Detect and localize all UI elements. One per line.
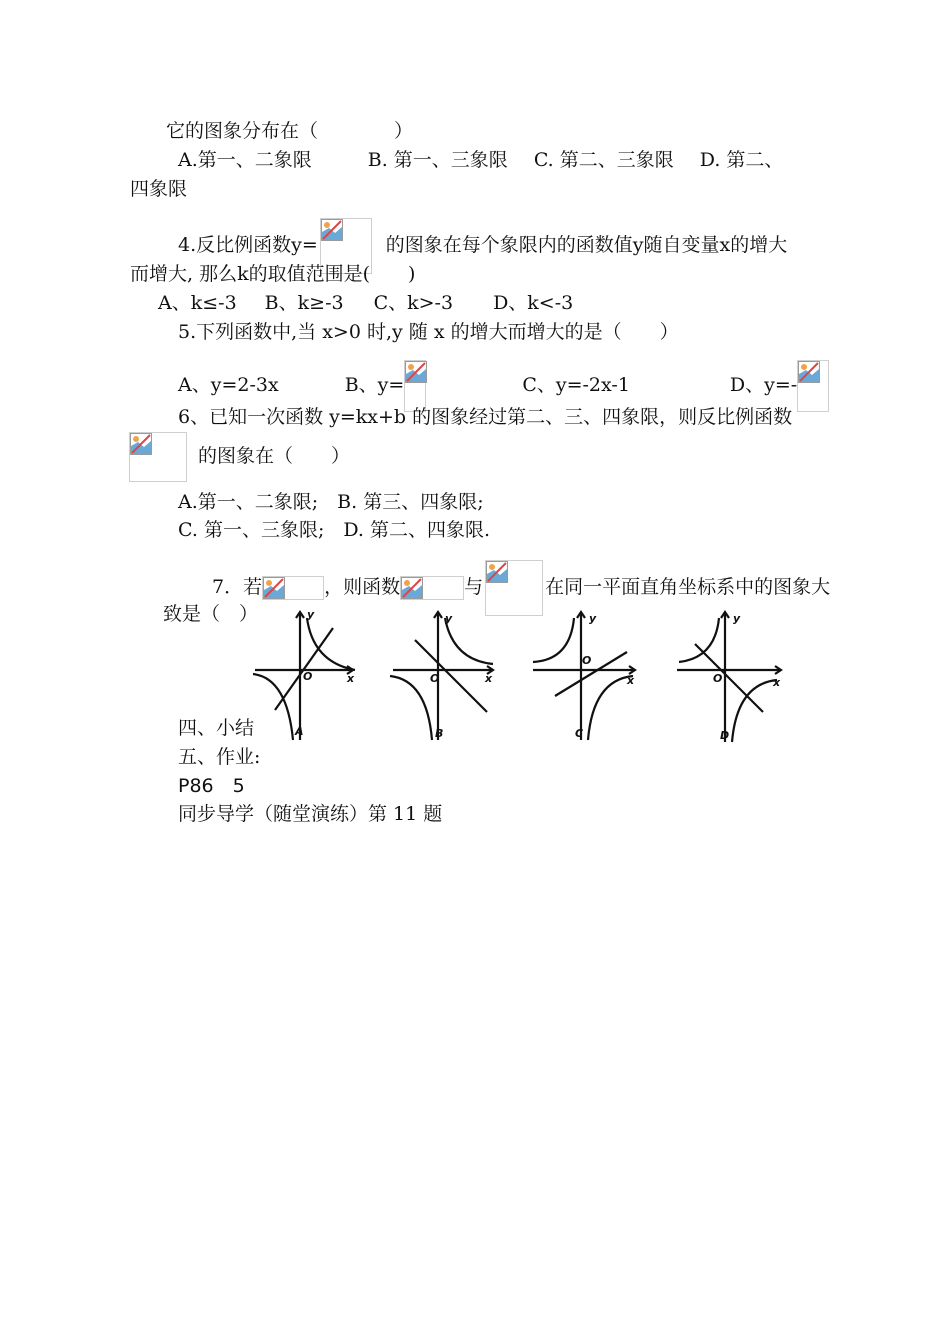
option-c: C、y=-2x-1 [522,374,630,396]
option-a: A.第一、二象限 [178,149,312,171]
formula-image [129,432,187,482]
question-7-stem-cont: 致是（ ） [163,603,259,625]
answer-graphs [225,600,795,750]
graph-label-a: A [295,725,304,738]
question-6-stem-cont: 的图象在（ ） [198,445,351,467]
question-4-options [158,291,573,315]
x-axis-label: x [347,672,355,685]
question-3-option-d-cont: 四象限 [130,178,188,200]
option-d: D. 第二、 [699,149,784,171]
origin-label: O [430,672,440,685]
y-axis-label: y [733,612,741,625]
graph-label-b: B [435,727,444,740]
question-6-options-row2: C. 第一、三象限; D. 第二、四象限. [178,519,491,541]
option-c: C. 第二、三象限 [533,149,674,171]
option-b: B、k≥-3 [264,292,344,314]
x-axis-label: x [773,676,781,689]
option-d: D、k<-3 [493,292,574,314]
question-6-stem: 6、已知一次函数 y=kx+b 的图象经过第二、三、四象限，则反比例函数 [178,406,793,428]
graph-b [390,612,493,740]
origin-label: O [713,672,723,685]
question-4-stem-cont: 而增大, 那么k的取值范围是( ) [130,263,416,285]
question-4-stem: 4.反比例函数y= 的图象在每个象限内的函数值y随自变量x的增大 [178,218,787,274]
question-7-stem: 7．若 ，则函数 与 在同一平面直角坐标系中的图象大 [212,560,830,616]
option-b: B、y= [344,374,405,396]
formula-image [400,576,464,600]
graph-label-d: D [720,729,730,742]
x-axis-label: x [485,672,493,685]
question-3-stem: 它的图象分布在（ ） [166,120,414,142]
homework-item-1: P86 5 [178,775,245,797]
y-axis-label: y [307,608,315,621]
graph-d [677,612,781,742]
option-b: B. 第一、三象限 [367,149,508,171]
option-d: D、y=- [729,374,798,396]
option-a: A、k≤-3 [158,292,237,314]
origin-label: O [582,654,592,667]
formula-image [797,360,829,412]
section-homework: 五、作业: [178,746,261,768]
y-axis-label: y [589,612,597,625]
section-summary: 四、小结 [178,717,255,739]
origin-label: O [303,670,313,683]
graph-label-c: C [575,727,584,740]
option-c: C、k>-3 [373,292,454,314]
graph-c [533,612,635,740]
formula-image [262,576,324,600]
option-a: A、y=2-3x [178,374,279,396]
question-3-options [178,148,783,172]
homework-item-2: 同步导学（随堂演练）第 11 题 [178,803,443,825]
x-axis-label: x [627,674,635,687]
question-5-stem: 5.下列函数中,当 x>0 时,y 随 x 的增大而增大的是（ ） [178,321,679,343]
y-axis-label: y [445,612,453,625]
question-6-options-row1: A.第一、二象限; B. 第三、四象限; [178,491,484,513]
graph-a [253,608,355,740]
